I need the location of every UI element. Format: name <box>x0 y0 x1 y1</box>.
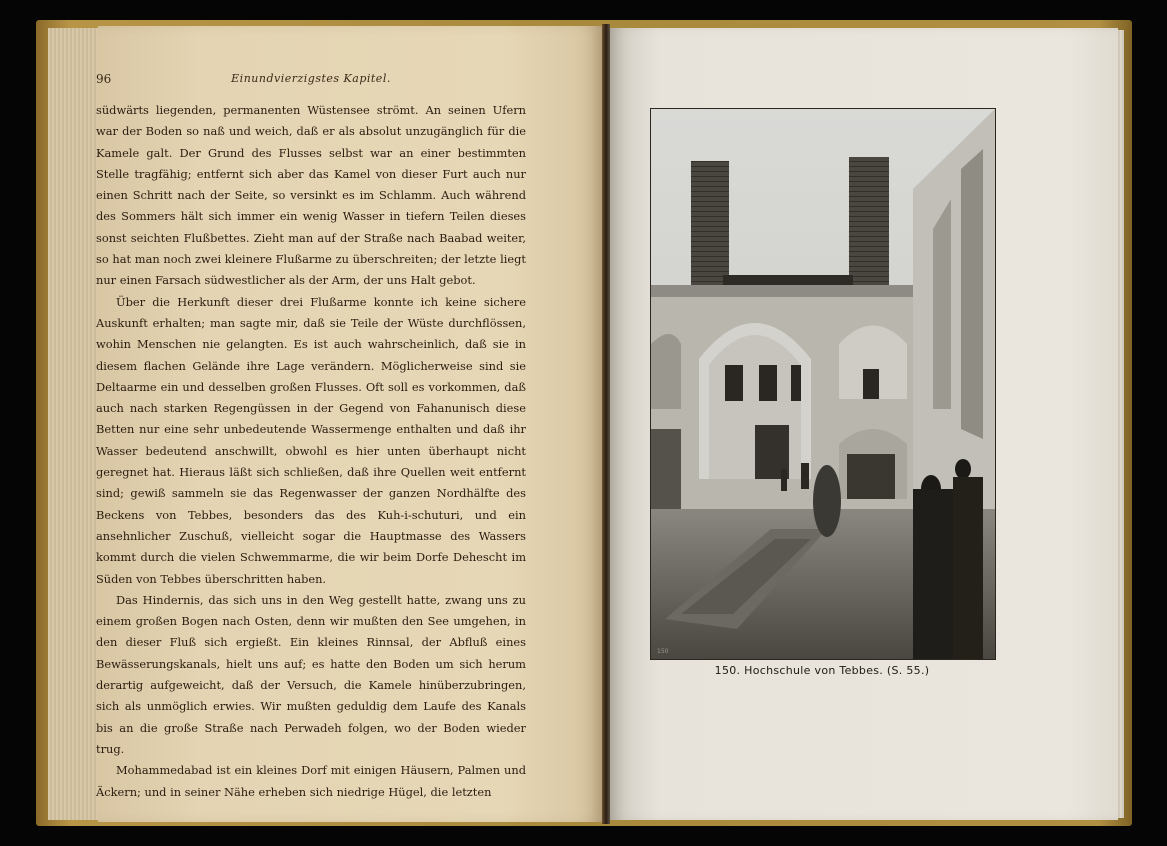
paragraph: Über die Herkunft dieser drei Flußarme konnte ich keine sichere Auskunft erhalten; man sagte mir, daß sie Teile der Wüste durchflössen, wohin Menschen nie gelangten. Es ist auch wahrscheinlich, daß sie in diesem flachen Gelände ihre Lage verändern. Möglicherweise sind sie Deltaarme ein und desselben großen Flusses. Oft soll es vorkommen, daß auch nach starken Regengüssen in der Gegend von Fahanunisch diese Betten nur eine sehr unbedeutende Wassermenge enthalten und daß ihr Wasser bedeutend anschwillt, obwohl es hier unten überhaupt nicht geregnet hat. Hieraus läßt sich schließen, daß ihre Quellen weit entfernt sind; gewiß sammeln sie das Regenwasser der ganzen Nordhälfte des Beckens von Tebbes, besonders das des Kuh-i-schuturi, und ein ansehnlicher Zuschuß, vielleicht sogar die Hauptmasse des Wassers kommt durch die vielen Schwemmarme, die wir beim Dorfe Dehescht im Süden von Tebbes überschritten haben. <box>96 294 526 586</box>
running-title: Einundvierzigstes Kapitel. <box>231 72 391 85</box>
body-text <box>96 100 526 803</box>
minaret-left <box>691 161 729 289</box>
paragraph: Das Hindernis, das sich uns in den Weg gestellt hatte, zwang uns zu einem großen Bogen nach Osten, denn wir mußten den See umgehen, in den dieser Fluß sich ergießt. Ein kleines Rinnsal, der Abfluß eines Bewässerungskanals, hielt uns auf; es hatte den Boden um sich herum derartig aufgeweicht, daß der Versuch, die Kamele hinüberzubringen, sich als unmöglich erwies. Wir mußten geduldig dem Laufe des Kanals bis an die große Straße nach Perwadeh folgen, wo der Boden wieder trug. <box>96 592 526 756</box>
people-foreground <box>913 489 957 659</box>
photo-caption: 150. Hochschule von Tebbes. (S. 55.) <box>714 664 930 677</box>
paragraph: Mohammedabad ist ein kleines Dorf mit einigen Häusern, Palmen und Äckern; und in seiner Nähe erheben sich niedrige Hügel, die letzten <box>96 763 526 799</box>
page-number: 96 <box>96 72 112 86</box>
book-gutter <box>602 24 610 824</box>
minaret-right <box>849 157 889 292</box>
madrasa-photograph <box>651 109 995 659</box>
plate-mark: 150 <box>657 648 669 655</box>
paragraph: südwärts liegenden, permanenten Wüstensee strömt. An seinen Ufern war der Boden so naß und weich, daß er als absolut unzugänglich für die Kamele galt. Der Grund des Flusses selbst war an einer bestimmten Stelle tragfähig; entfernt sich aber das Kamel von dieser Furt auch nur einen Schritt nach der Seite, so versinkt es im Schlamm. Auch während des Sommers hält sich immer ein wenig Wasser in tiefern Teilen dieses sonst seichten Flußbettes. Zieht man auf der Straße nach Baabad weiter, so hat man noch zwei kleinere Flußarme zu überschreiten; der letzte liegt nur einen Farsach südwestlicher als der Arm, der uns Halt gebot. <box>96 103 526 288</box>
tree <box>813 465 841 537</box>
photo-plate <box>650 108 996 660</box>
